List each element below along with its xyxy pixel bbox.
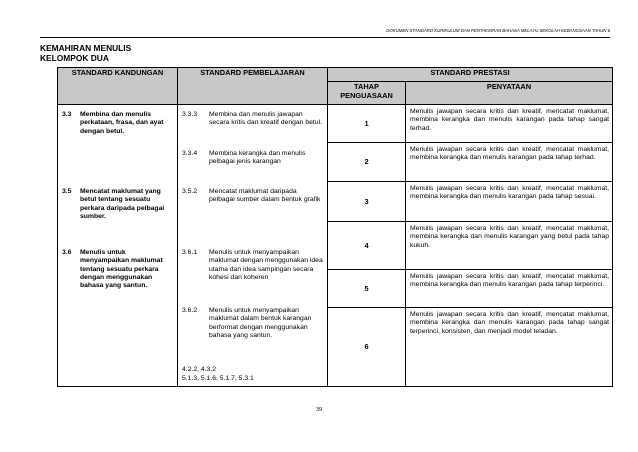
- sp-text: Membina kerangka dan menulis pelbagai jenis karangan: [209, 150, 306, 166]
- reference-line-2: 5.1.3, 5.1.6, 5.1.7, 5.3.1: [182, 375, 254, 382]
- sp-item: [182, 249, 323, 282]
- sk-item: [62, 188, 174, 221]
- header-standard-pembelajaran: STANDARD PEMBELAJARAN: [178, 68, 328, 105]
- sk-item: [62, 249, 174, 290]
- sp-number: 3.3.4: [182, 150, 198, 157]
- sk-item: [62, 111, 174, 136]
- statement-cell: Menulis jawapan secara kritis dan kreatif, mencatat maklumat, membina kerangka dan menulis karangan pada tahap terhad.: [406, 143, 613, 182]
- statement-cell: Menulis jawapan secara kritis dan kreatif, mencatat maklumat, membina kerangka dan menulis karangan yang betul pada tahap kukuh.: [406, 222, 613, 270]
- header-tahap-penguasaan: TAHAP PENGUASAAN: [328, 82, 406, 105]
- sp-number: 3.6.2: [182, 307, 198, 314]
- statement-cell: Menulis jawapan secara kritis dan kreatif, mencatat maklumat, membina kerangka dan menulis karangan pada tahap sesuai.: [406, 182, 613, 222]
- sk-number: 3.3: [62, 111, 72, 118]
- statement-cell: Menulis jawapan secara kritis dan kreatif, mencatat maklumat, membina kerangka dan menulis karangan pada tahap sangat terperinci, konsisten, dan menjadi model teladan.: [406, 308, 613, 387]
- level-cell: 1: [328, 105, 406, 143]
- table-header-row: [58, 68, 613, 82]
- sk-text: Membina dan menulis perkataan, frasa, dan ayat dengan betul.: [80, 111, 164, 135]
- table-row: [58, 105, 613, 143]
- header-rule: [40, 37, 610, 38]
- sp-text: Menulis untuk menyampaikan maklumat dengan menggunakan idea utama dan idea sampingan secara kohesi dan koheren: [209, 249, 323, 281]
- header-penyataan: PENYATAAN: [406, 82, 613, 105]
- sp-number: 3.5.2: [182, 188, 198, 195]
- running-header: DOKUMEN STANDARD KURIKULUM DAN PENTAKSIRAN BAHASA MELAYU SEKOLAH KEBANGSAAN TAHUN 6: [386, 28, 610, 33]
- sp-text: Mencatat maklumat daripada pelbagai sumber dalam bentuk grafik: [209, 188, 321, 204]
- standard-kandungan-cell: [58, 105, 178, 387]
- header-standard-prestasi: STANDARD PRESTASI: [328, 68, 613, 82]
- level-cell: 2: [328, 143, 406, 182]
- sp-item: [182, 307, 323, 340]
- section-title: KEMAHIRAN MENULIS: [40, 43, 132, 53]
- section-group: KELOMPOK DUA: [40, 53, 109, 63]
- header-standard-kandungan: STANDARD KANDUNGAN: [58, 68, 178, 105]
- level-cell: 3: [328, 182, 406, 222]
- reference-line-1: 4.2.2, 4.3.2: [182, 366, 217, 373]
- sp-number: 3.3.3: [182, 111, 198, 118]
- sk-text: Mencatat maklumat yang betul tentang sesuatu perkara daripada pelbagai sumber.: [80, 188, 165, 220]
- sp-item: [182, 188, 323, 205]
- level-cell: 5: [328, 270, 406, 308]
- statement-cell: Menulis jawapan secara kritis dan kreatif, mencatat maklumat, membina kerangka dan menulis karangan pada tahap terperinci.: [406, 270, 613, 308]
- page-number: 39: [315, 406, 323, 413]
- level-cell: 6: [328, 308, 406, 387]
- standards-table: [57, 67, 613, 387]
- sp-text: Menulis untuk menyampaikan maklumat dalam bentuk karangan berformat dengan menggunakan bahasa yang santun.: [209, 307, 312, 339]
- sp-item: [182, 150, 323, 167]
- sk-text: Menulis untuk menyampaikan maklumat tentang sesuatu perkara dengan menggunakan bahasa yang santun.: [80, 249, 163, 290]
- statement-cell: Menulis jawapan secara kritis dan kreatif, mencatat maklumat, membina kerangka dan menulis karangan pada tahap sangat terhad.: [406, 105, 613, 143]
- level-cell: 4: [328, 222, 406, 270]
- sk-number: 3.6: [62, 249, 72, 256]
- sk-number: 3.5: [62, 188, 72, 195]
- standard-pembelajaran-cell: [178, 105, 328, 387]
- sp-number: 3.6.1: [182, 249, 198, 256]
- sp-item: [182, 111, 323, 128]
- sp-text: Membina dan menulis jawapan secara kritis dan kreatif dengan betul.: [209, 111, 322, 127]
